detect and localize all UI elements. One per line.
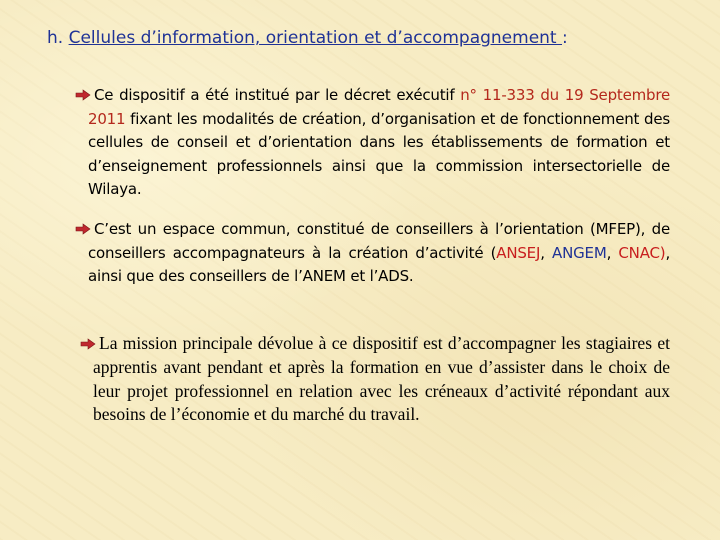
heading-text: Cellules d’information, orientation et d’accompagnement bbox=[68, 28, 562, 48]
heading-letter: h. bbox=[47, 28, 69, 48]
paragraph1-after: fixant les modalités de création, d’organisation et de fonctionnement des cellules de conseil et d’orientation dans les établissements de formation et d’enseignement professionnels ainsi que la commission intersectorielle de Wilaya. bbox=[88, 109, 670, 198]
paragraph3-text: La mission principale dévolue à ce dispositif est d’accompagner les stagiaires et apprentis avant pendant et après la formation en vue d’assister dans le choix de leur projet professionnel en relation avec les créneaux d’activité répondant aux besoins de l’économie et du marché du travail. bbox=[93, 333, 670, 425]
separator: , bbox=[540, 243, 553, 262]
section-heading bbox=[47, 28, 568, 48]
paragraph-mission bbox=[93, 332, 670, 427]
arrow-right-icon bbox=[75, 89, 91, 101]
paragraph2-part2: , ainsi que des conseillers de l’ANEM et l’ADS. bbox=[88, 243, 671, 285]
heading-colon: : bbox=[562, 28, 568, 48]
angem-label: ANGEM bbox=[552, 243, 607, 262]
cnac-label: CNAC) bbox=[618, 243, 666, 262]
paragraph-common-space bbox=[88, 218, 670, 289]
ansej-label: ANSEJ bbox=[496, 243, 541, 262]
paragraph2-part1: C’est un espace commun, constitué de conseillers à l’orientation (MFEP), de conseillers accompagnateurs à la création d’activité ( bbox=[88, 220, 670, 262]
paragraph-decree bbox=[88, 84, 670, 202]
arrow-right-icon bbox=[80, 338, 96, 350]
separator: , bbox=[606, 243, 619, 262]
paragraph1-before: Ce dispositif a été institué par le décret exécutif bbox=[94, 86, 461, 104]
arrow-right-icon bbox=[75, 223, 91, 235]
decree-reference: n° 11-333 du 19 Septembre 2011 bbox=[88, 86, 671, 128]
